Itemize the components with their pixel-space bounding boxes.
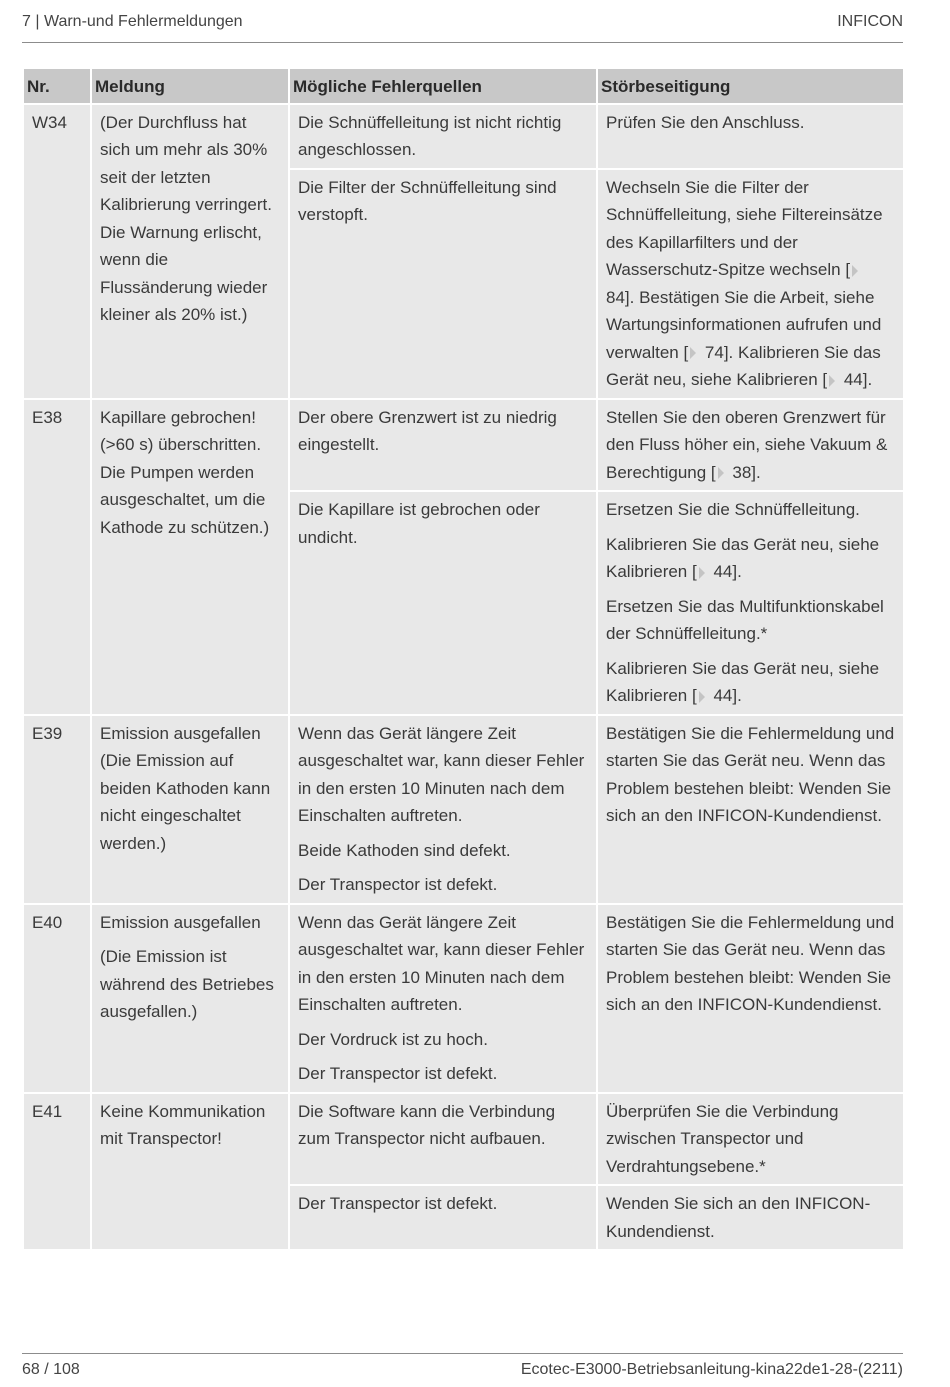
cause-text: Der Vordruck ist zu hoch. <box>298 1029 488 1049</box>
row-number: W34 <box>23 104 91 399</box>
fix-text-part: 44]. <box>708 686 742 705</box>
table-row <box>23 104 904 169</box>
column-header-fehlerquellen: Mögliche Fehlerquellen <box>289 68 597 104</box>
row-cause <box>289 904 597 1093</box>
fix-text-part: 44]. <box>839 370 873 389</box>
cause-text: Der Transpector ist defekt. <box>298 1194 498 1213</box>
document-id: Ecotec-E3000-Betriebsanleitung-kina22de1-28-(2211) <box>520 1361 903 1378</box>
page-header <box>22 0 903 43</box>
fix-text <box>606 531 895 586</box>
row-number: E40 <box>23 904 91 1093</box>
row-fix <box>597 1185 904 1250</box>
brand-name: INFICON <box>837 13 903 30</box>
message-text: Emission ausgefallen <box>100 912 261 932</box>
message-text: Kapillare gebrochen! (>60 s) überschritten. Die Pumpen werden ausgeschaltet, um die Kathode zu schützen.) <box>100 407 270 537</box>
row-cause <box>289 104 597 169</box>
cause-text: Beide Kathoden sind defekt. <box>298 840 511 860</box>
page-footer <box>22 1353 903 1378</box>
row-number: E41 <box>23 1093 91 1251</box>
fix-text: Ersetzen Sie das Multifunktionskabel der Schnüffelleitung.* <box>606 596 884 643</box>
fix-text-part: Kalibrieren Sie das Gerät neu, siehe Kalibrieren [ <box>606 658 880 705</box>
table-row <box>23 715 904 904</box>
fix-text <box>606 174 895 394</box>
fix-text-part: 84]. Bestätigen Sie die Arbeit, siehe Wartungsinformationen aufrufen und verwalten [ <box>606 287 882 362</box>
fix-text: Ersetzen Sie die Schnüffelleitung. <box>606 500 860 519</box>
cause-text: Die Software kann die Verbindung zum Transpector nicht aufbauen. <box>298 1101 556 1148</box>
row-fix <box>597 104 904 169</box>
row-fix <box>597 491 904 715</box>
cause-text: Wenn das Gerät längere Zeit ausgeschaltet war, kann dieser Fehler in den ersten 10 Minuten nach dem Einschalten auftreten. <box>298 723 585 825</box>
triangle-right-icon[interactable] <box>690 347 696 359</box>
fix-text: Bestätigen Sie die Fehlermeldung und starten Sie das Gerät neu. Wenn das Problem bestehen bleibt: Wenden Sie sich an den INFICON-Kundendienst. <box>606 723 895 825</box>
triangle-right-icon[interactable] <box>718 467 724 479</box>
table-row <box>23 904 904 1093</box>
row-cause <box>289 1185 597 1250</box>
triangle-right-icon[interactable] <box>699 691 705 703</box>
fix-text-part: 44]. <box>708 562 742 581</box>
fix-text-part: Wechseln Sie die Filter der Schnüffelleitung, siehe Filtereinsätze des Kapillarfilters und der Wasserschutz-Spitze wechseln [ <box>606 177 883 279</box>
fix-text-part: Stellen Sie den oberen Grenzwert für den Fluss höher ein, siehe Vakuum & Berechtigung [ <box>606 407 888 482</box>
column-header-nr: Nr. <box>23 68 91 104</box>
cause-text: Der obere Grenzwert ist zu niedrig eingestellt. <box>298 407 557 454</box>
table-row <box>23 1093 904 1186</box>
message-text: (Der Durchfluss hat sich um mehr als 30% seit der letzten Kalibrierung verringert. Die Warnung erlischt, wenn die Flussänderung wieder kleiner als 20% ist.) <box>100 112 272 324</box>
row-fix <box>597 1093 904 1186</box>
fix-text: Bestätigen Sie die Fehlermeldung und starten Sie das Gerät neu. Wenn das Problem bestehen bleibt: Wenden Sie sich an den INFICON-Kundendienst. <box>606 912 895 1014</box>
table-row <box>23 399 904 492</box>
error-table <box>22 67 905 1251</box>
row-message <box>91 399 289 715</box>
fix-text <box>606 404 895 487</box>
row-message <box>91 1093 289 1251</box>
message-text: Keine Kommunikation mit Transpector! <box>100 1101 266 1148</box>
triangle-right-icon[interactable] <box>699 567 705 579</box>
row-cause <box>289 169 597 399</box>
cause-text: Die Kapillare ist gebrochen oder undicht. <box>298 500 540 547</box>
fix-text: Wenden Sie sich an den INFICON-Kundendienst. <box>606 1194 871 1241</box>
cause-text: Der Transpector ist defekt. <box>298 875 498 894</box>
row-cause <box>289 399 597 492</box>
row-fix <box>597 904 904 1093</box>
table-header-row <box>23 68 904 104</box>
cause-text: Wenn das Gerät längere Zeit ausgeschaltet war, kann dieser Fehler in den ersten 10 Minuten nach dem Einschalten auftreten. <box>298 912 585 1014</box>
column-header-meldung: Meldung <box>91 68 289 104</box>
fix-text: Prüfen Sie den Anschluss. <box>606 112 805 132</box>
message-text: (Die Emission ist während des Betriebes ausgefallen.) <box>100 947 274 1021</box>
fix-text: Überprüfen Sie die Verbindung zwischen Transpector und Verdrahtungsebene.* <box>606 1101 839 1176</box>
fix-text-part: 74]. Kalibrieren Sie das Gerät neu, siehe Kalibrieren [ <box>606 342 881 389</box>
row-number: E38 <box>23 399 91 715</box>
row-message <box>91 715 289 904</box>
row-cause <box>289 491 597 715</box>
row-cause <box>289 1093 597 1186</box>
cause-text: Die Schnüffelleitung ist nicht richtig angeschlossen. <box>298 112 562 159</box>
fix-text-part: 38]. <box>727 462 761 482</box>
page-number: 68 / 108 <box>22 1361 80 1378</box>
row-number: E39 <box>23 715 91 904</box>
chapter-title: 7 | Warn-und Fehlermeldungen <box>22 13 243 30</box>
row-fix <box>597 169 904 399</box>
row-fix <box>597 715 904 904</box>
cause-text: Die Filter der Schnüffelleitung sind verstopft. <box>298 177 557 224</box>
fix-text <box>606 655 895 710</box>
cause-text: Der Transpector ist defekt. <box>298 1064 498 1083</box>
row-fix <box>597 399 904 492</box>
column-header-stoerbeseitigung: Störbeseitigung <box>597 68 904 104</box>
fix-text-part: Kalibrieren Sie das Gerät neu, siehe Kalibrieren [ <box>606 534 880 581</box>
row-message <box>91 904 289 1093</box>
message-text: Emission ausgefallen (Die Emission auf beiden Kathoden kann nicht eingeschaltet werden.) <box>100 723 271 853</box>
row-message <box>91 104 289 399</box>
row-cause <box>289 715 597 904</box>
triangle-right-icon[interactable] <box>852 265 858 277</box>
triangle-right-icon[interactable] <box>829 375 835 387</box>
